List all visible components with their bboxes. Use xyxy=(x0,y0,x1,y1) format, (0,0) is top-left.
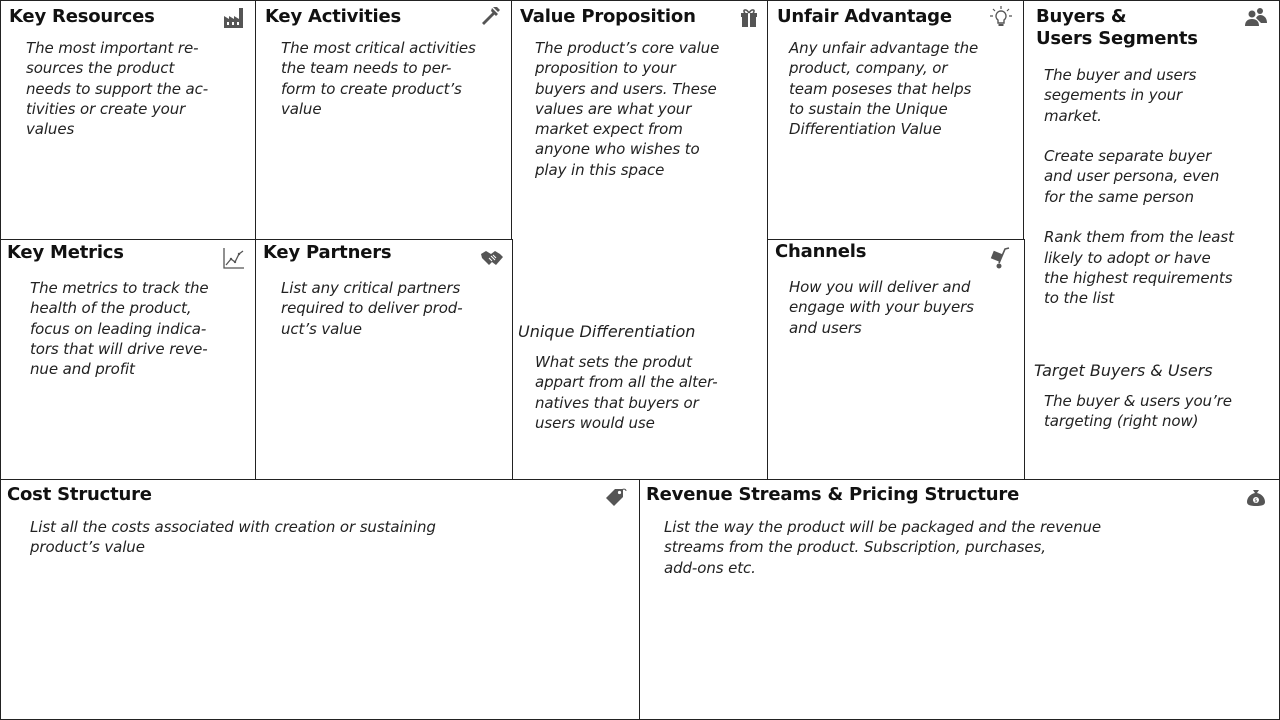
gift-icon xyxy=(737,5,761,29)
channels-description: How you will deliver and engage with your buyers and users xyxy=(789,278,974,337)
key-partners-cell xyxy=(255,239,513,481)
key-resources-description: The most important re- sources the product needs to support the ac- tivities or create your values xyxy=(26,39,209,139)
unique-differentiation-title: Unique Differentiation xyxy=(518,322,696,341)
buyers-users-cell xyxy=(1023,0,1280,481)
key-resources-title: Key Resources xyxy=(9,6,155,27)
hand-truck-icon xyxy=(989,246,1013,270)
value-proposition-description: The product’s core value proposition to your buyers and users. These values are what your market expect from anyone who wishes to play in this space xyxy=(535,39,720,179)
cost-structure-description: List all the costs associated with creation or sustaining product’s value xyxy=(30,518,436,557)
price-tag-icon xyxy=(604,485,628,509)
unfair-advantage-title: Unfair Advantage xyxy=(777,6,952,27)
key-metrics-description: The metrics to track the health of the product, focus on leading indica- tors that will drive reve- nue and profit xyxy=(30,279,209,379)
buyers-users-title: Buyers & Users Segments xyxy=(1036,6,1198,49)
key-activities-description: The most critical activities the team needs to per- form to create product’s value xyxy=(281,39,476,118)
factory-icon xyxy=(222,6,246,30)
revenue-streams-description: List the way the product will be packaged and the revenue streams from the product. Subscription, purchases, add-ons etc. xyxy=(664,518,1102,577)
key-partners-description: List any critical partners required to deliver prod- uct’s value xyxy=(281,279,463,338)
unfair-advantage-cell xyxy=(767,0,1025,241)
key-partners-title: Key Partners xyxy=(263,242,392,263)
handshake-icon xyxy=(480,246,504,270)
key-activities-title: Key Activities xyxy=(265,6,402,27)
users-icon xyxy=(1244,5,1268,29)
hammer-icon xyxy=(479,5,503,29)
revenue-streams-cell xyxy=(639,479,1280,720)
cost-structure-title: Cost Structure xyxy=(7,484,152,505)
unfair-advantage-description: Any unfair advantage the product, company, or team poseses that helps to sustain the Unique Differentiation Value xyxy=(789,39,979,139)
target-buyers-users-title: Target Buyers & Users xyxy=(1034,361,1213,380)
key-resources-cell xyxy=(0,0,257,241)
line-chart-icon xyxy=(222,246,246,270)
revenue-streams-title: Revenue Streams & Pricing Structure xyxy=(646,484,1020,505)
money-bag-icon xyxy=(1244,485,1268,509)
value-proposition-title: Value Proposition xyxy=(520,6,696,27)
channels-cell xyxy=(767,239,1025,481)
svg-text:$: $ xyxy=(1254,498,1258,504)
channels-title: Channels xyxy=(775,241,867,262)
key-metrics-cell xyxy=(0,239,257,481)
lightbulb-icon xyxy=(989,5,1013,29)
target-buyers-users-description: The buyer & users you’re targeting (right now) xyxy=(1044,392,1232,431)
key-activities-cell xyxy=(255,0,513,241)
value-proposition-cell xyxy=(511,0,769,481)
unique-differentiation-description: What sets the produt appart from all the alter- natives that buyers or users would use xyxy=(535,353,718,432)
cost-structure-cell xyxy=(0,479,641,720)
buyers-users-description: The buyer and users segements in your market. Create separate buyer and user persona, even for the same person Rank them from the least likely to adopt or have the highest requirements to the list xyxy=(1044,66,1234,308)
key-metrics-title: Key Metrics xyxy=(7,242,124,263)
